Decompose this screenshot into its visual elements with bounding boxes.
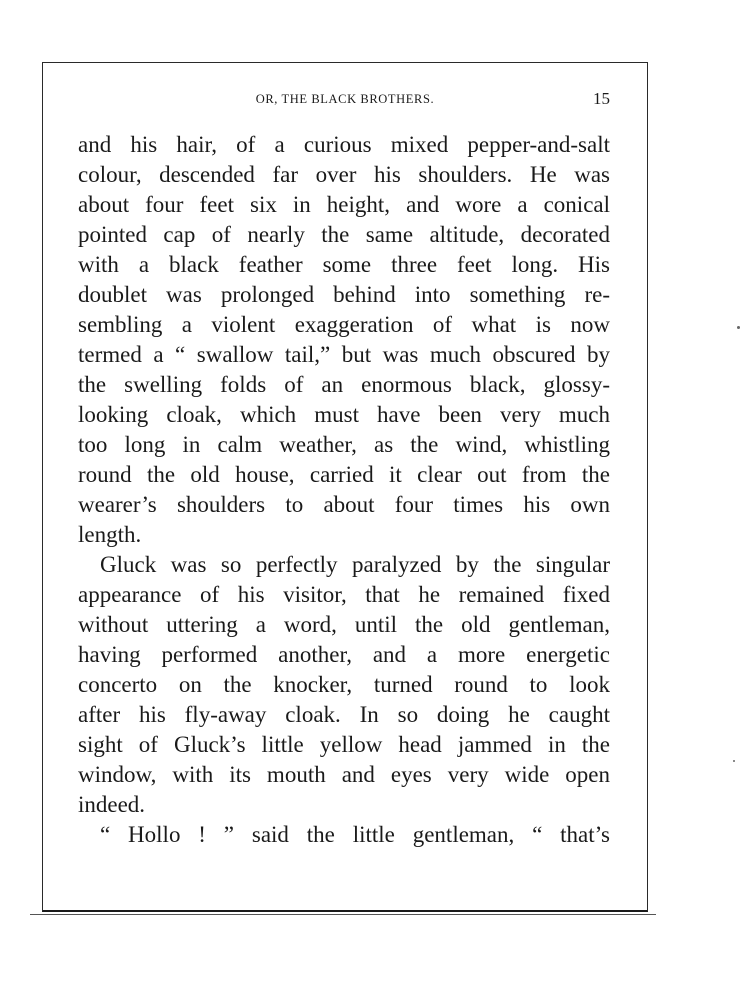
text-line: with a black feather some three feet long. His (78, 252, 610, 277)
text-line: after his fly-away cloak. In so doing he caught (78, 702, 610, 727)
paper-speck (733, 760, 735, 762)
text-line: Gluck was so perfectly paralyzed by the singular (100, 552, 610, 577)
text-line: colour, descended far over his shoulders. He was (78, 162, 610, 187)
text-line: too long in calm weather, as the wind, whistling (78, 432, 610, 457)
text-line: having performed another, and a more energetic (78, 642, 610, 667)
text-line: round the old house, carried it clear out from the (78, 462, 610, 487)
text-line: “ Hollo ! ” said the little gentleman, “ that’s (100, 822, 610, 847)
text-line: doublet was prolonged behind into something re- (78, 282, 610, 307)
text-line: and his hair, of a curious mixed pepper-and-salt (78, 132, 610, 157)
text-line: about four feet six in height, and wore a conical (78, 192, 610, 217)
bottom-rule (30, 914, 656, 915)
text-line: looking cloak, which must have been very much (78, 402, 610, 427)
paper-speck (737, 326, 740, 329)
text-line: the swelling folds of an enormous black, glossy- (78, 372, 610, 397)
running-head: OR, THE BLACK BROTHERS. (255, 92, 435, 106)
text-line: window, with its mouth and eyes very wide open (78, 762, 610, 787)
text-line: sight of Gluck’s little yellow head jammed in the (78, 732, 610, 757)
text-line: termed a “ swallow tail,” but was much obscured by (78, 342, 610, 367)
page-number: 15 (593, 89, 610, 108)
page-header (78, 89, 612, 114)
text-line: length. (78, 522, 142, 547)
body-text (78, 130, 610, 850)
text-line: pointed cap of nearly the same altitude, decorated (78, 222, 610, 247)
text-line: sembling a violent exaggeration of what is now (78, 312, 610, 337)
text-line: wearer’s shoulders to about four times his own (78, 492, 610, 517)
text-line: appearance of his visitor, that he remained fixed (78, 582, 610, 607)
text-line: indeed. (78, 792, 146, 817)
text-line: without uttering a word, until the old gentleman, (78, 612, 610, 637)
text-line: concerto on the knocker, turned round to look (78, 672, 610, 697)
